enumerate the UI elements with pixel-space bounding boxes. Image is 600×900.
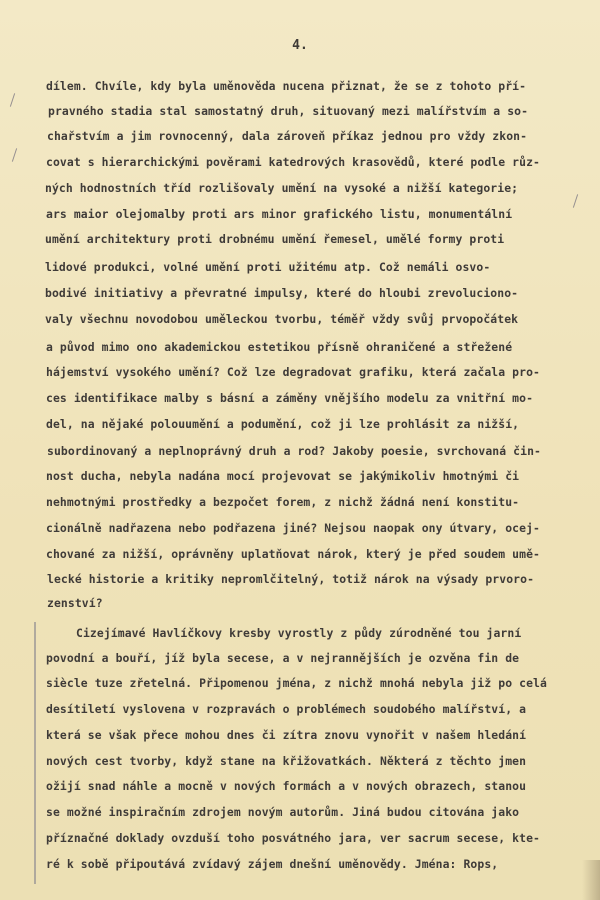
text-line: cionálně nadřazena nebo podřazena jiné? Nejsou naopak ony útvary, ocej-: [46, 521, 540, 535]
text-line: nost ducha, nebyla nadána mocí projevovat se jakýmikoliv hmotnými či: [46, 469, 520, 483]
text-line: umění architektury proti drobnému umění řemesel, umělé formy proti: [45, 232, 505, 246]
text-line: dílem. Chvíle, kdy byla uměnověda nucena přiznat, že se z tohoto pří-: [46, 79, 527, 93]
margin-tick-mark: [10, 93, 15, 107]
page-number: 4.: [292, 38, 308, 53]
text-line: se možné inspiračním zdrojem novým autorům. Jiná budou citována jako: [46, 805, 520, 819]
text-line: lidové produkci, volné umění proti užitému atp. Což nemáli osvo-: [45, 260, 491, 274]
text-line: covat s hierarchickými pověrami katedrových krasovědů, které podle růz-: [46, 155, 540, 169]
text-line: chařstvím a jim rovnocenný, dala zároveň příkaz jednou pro vždy zkon-: [47, 129, 528, 143]
text-line: Cizejímavé Havlíčkovy kresby vyrostly z půdy zúrodněné tou jarní: [76, 626, 522, 640]
text-line: ožijí snad náhle a mocně v nových formách a v nových obrazech, stanou: [46, 779, 527, 793]
text-line: siècle tuze zřetelná. Připomenou jména, z nichž mnohá nebyla již po celá: [46, 676, 547, 690]
text-line: ces identifikace malby s básní a záměny vnějšího modelu za vnitřní mo-: [46, 391, 534, 405]
text-line: ných hodnostních tříd rozlišovaly umění na vysoké a nižší kategorie;: [45, 181, 519, 195]
text-line: chované za nižší, oprávněny uplatňovat nárok, který je před soudem umě-: [46, 547, 540, 561]
margin-tick-mark: [573, 194, 578, 208]
text-line: lecké historie a kritiky nepromlčitelný, totiž nárok na výsady prvoro-: [47, 572, 535, 586]
text-line: příznačné doklady ovzduší toho posvátného jara, ver sacrum secese, kte-: [46, 831, 540, 845]
text-line: del, na nějaké polouumění a podumění, což ji lze prohlásit za nižší,: [46, 417, 520, 431]
text-line: která se však přece mohou dnes či zítra znovu vynořit v našem hledání: [46, 728, 527, 742]
text-line: povodní a bouří, jíž byla secese, a v nejrannějších je ozvěna fin de: [46, 651, 520, 665]
text-line: ré k sobě připoutává zvídavý zájem dnešní uměnovědy. Jména: Rops,: [46, 857, 499, 871]
text-line: a původ mimo ono akademickou estetikou přísně ohraničené a střežené: [46, 340, 513, 354]
text-line: hájemství vysokého umění? Což lze degradovat grafiku, která začala pro-: [46, 365, 540, 379]
margin-marker-line: [34, 622, 36, 884]
text-line: pravného stadia stal samostatný druh, situovaný mezi malířstvím a so-: [48, 104, 529, 118]
text-line: nových cest tvorby, když stane na křižovatkách. Některá z těchto jmen: [46, 754, 527, 768]
text-line: bodivé initiativy a převratné impulsy, které do hloubi zrevoluciono-: [45, 286, 519, 300]
text-line: desítiletí vyslovena v rozpravách o problémech soudobého malířství, a: [46, 702, 527, 716]
text-line: zenství?: [47, 596, 103, 610]
text-line: valy všechnu novodobou uměleckou tvorbu, téměř vždy svůj prvopočátek: [45, 312, 519, 326]
page-corner-shadow: [582, 860, 600, 900]
text-line: nehmotnými prostředky a bezpočet forem, z nichž žádná není konstitu-: [46, 495, 520, 509]
margin-tick-mark: [12, 148, 17, 162]
text-line: subordinovaný a neplnoprávný druh a rod? Jakoby poesie, svrchovaná čin-: [47, 444, 541, 458]
text-line: ars maior olejomalby proti ars minor grafického listu, monumentální: [46, 207, 513, 221]
